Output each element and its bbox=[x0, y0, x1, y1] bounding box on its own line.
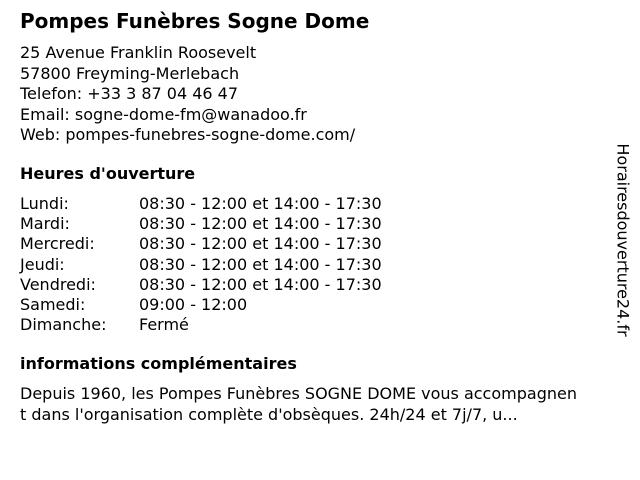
info-heading: informations complémentaires bbox=[20, 354, 297, 373]
info-line-1: Depuis 1960, les Pompes Funèbres SOGNE DOME vous accompagnen bbox=[20, 384, 577, 403]
time-value: 08:30 - 12:00 et 14:00 - 17:30 bbox=[139, 214, 382, 234]
day-label: Vendredi: bbox=[20, 274, 96, 294]
day-label: Jeudi: bbox=[20, 254, 65, 274]
day-label: Mercredi: bbox=[20, 234, 95, 254]
email[interactable]: Email: sogne-dome-fm@wanadoo.fr bbox=[20, 104, 307, 124]
time-value: Fermé bbox=[139, 315, 189, 335]
time-value: 08:30 - 12:00 et 14:00 - 17:30 bbox=[139, 274, 382, 294]
day-label: Lundi: bbox=[20, 194, 69, 213]
time-value: 08:30 - 12:00 et 14:00 - 17:30 bbox=[139, 194, 382, 213]
business-name: Pompes Funèbres Sogne Dome bbox=[20, 9, 370, 33]
info-text bbox=[20, 384, 620, 425]
hours-heading: Heures d'ouverture bbox=[20, 164, 196, 183]
day-label: Dimanche: bbox=[20, 315, 107, 335]
watermark-text: Horairesdouverture24.fr bbox=[613, 143, 633, 337]
info-line-2: t dans l'organisation complète d'obsèques. 24h/24 et 7j/7, u... bbox=[20, 404, 518, 424]
time-value: 08:30 - 12:00 et 14:00 - 17:30 bbox=[139, 234, 382, 254]
phone[interactable]: Telefon: +33 3 87 04 46 47 bbox=[20, 84, 239, 103]
address-line1: 25 Avenue Franklin Roosevelt bbox=[20, 43, 257, 62]
day-label: Mardi: bbox=[20, 214, 70, 234]
address-line2: 57800 Freyming-Merlebach bbox=[20, 63, 240, 83]
time-value: 09:00 - 12:00 bbox=[139, 294, 248, 314]
day-label: Samedi: bbox=[20, 294, 86, 314]
time-value: 08:30 - 12:00 et 14:00 - 17:30 bbox=[139, 254, 382, 274]
website[interactable]: Web: pompes-funebres-sogne-dome.com/ bbox=[20, 125, 356, 144]
contact-block bbox=[20, 43, 355, 146]
